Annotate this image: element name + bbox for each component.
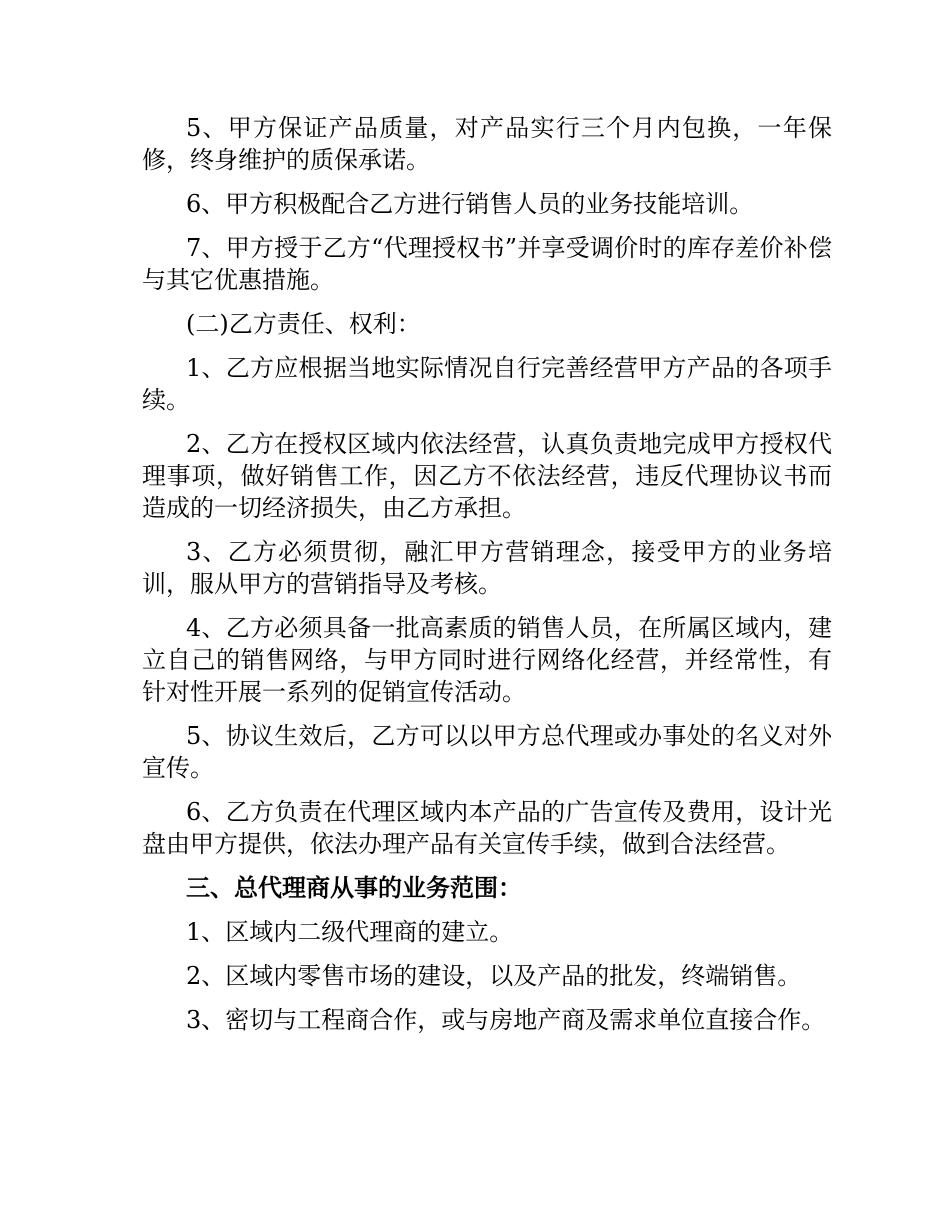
paragraph: 5、甲方保证产品质量，对产品实行三个月内包换，一年保修，终身维护的质保承诺。 bbox=[142, 114, 832, 174]
paragraph: 5、协议生效后，乙方可以以甲方总代理或办事处的名义对外宣传。 bbox=[142, 722, 832, 782]
paragraph: 6、甲方积极配合乙方进行销售人员的业务技能培训。 bbox=[186, 190, 754, 218]
paragraph: 7、甲方授于乙方“代理授权书”并享受调价时的库存差价补偿与其它优惠措施。 bbox=[142, 234, 832, 294]
paragraph: 6、乙方负责在代理区域内本产品的广告宣传及费用，设计光盘由甲方提供，依法办理产品有关宣传手续，做到合法经营。 bbox=[142, 798, 832, 858]
document-body bbox=[142, 112, 832, 1048]
paragraph: 1、乙方应根据当地实际情况自行完善经营甲方产品的各项手续。 bbox=[142, 354, 832, 414]
paragraph: 2、区域内零售市场的建设，以及产品的批发，终端销售。 bbox=[186, 962, 802, 990]
paragraph: 2、乙方在授权区域内依法经营，认真负责地完成甲方授权代理事项，做好销售工作，因乙方不依法经营，违反代理协议书而造成的一切经济损失，由乙方承担。 bbox=[142, 430, 832, 522]
paragraph: 3、密切与工程商合作，或与房地产商及需求单位直接合作。 bbox=[186, 1006, 826, 1034]
paragraph: 1、区域内二级代理商的建立。 bbox=[186, 918, 514, 946]
section-heading: 三、总代理商从事的业务范围： bbox=[186, 873, 522, 902]
section-subheading: (二)乙方责任、权利： bbox=[186, 310, 421, 338]
paragraph: 3、乙方必须贯彻，融汇甲方营销理念，接受甲方的业务培训，服从甲方的营销指导及考核。 bbox=[142, 538, 832, 598]
paragraph: 4、乙方必须具备一批高素质的销售人员，在所属区域内，建立自己的销售网络，与甲方同时进行网络化经营，并经常性，有针对性开展一系列的促销宣传活动。 bbox=[142, 614, 832, 706]
